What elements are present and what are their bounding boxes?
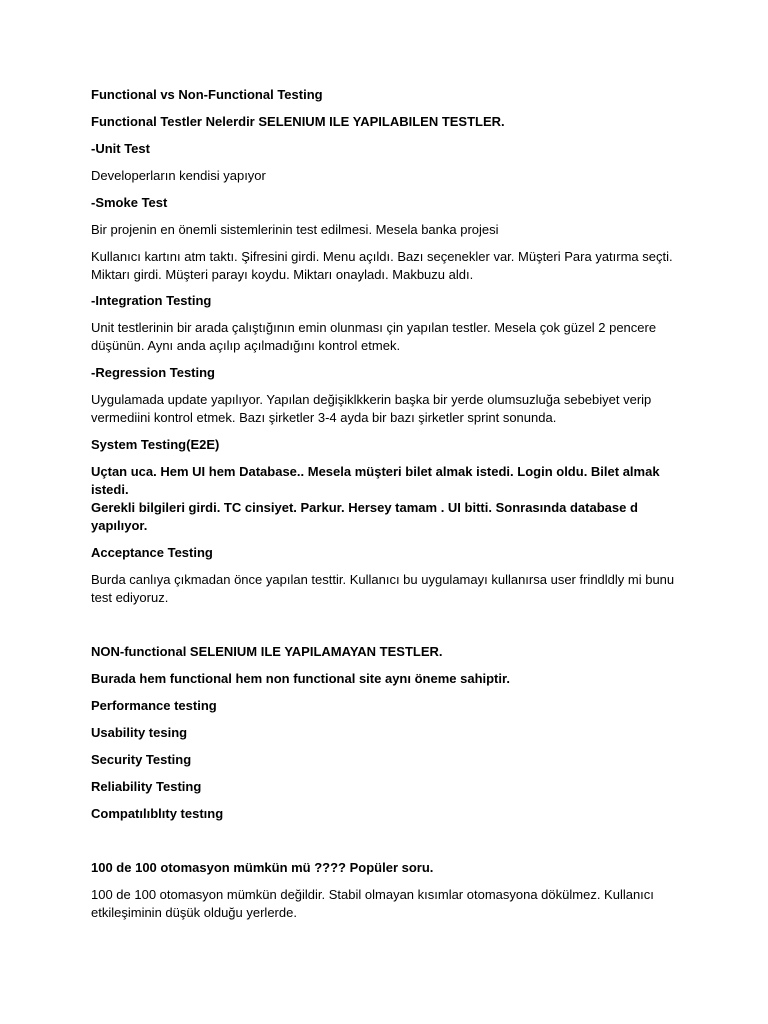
smoke-test-example-line-1: Kullanıcı kartını atm taktı. Şifresini girdi. Menu açıldı. Bazı seçenekler var. Müşteri Para yatırma seçti.	[91, 249, 673, 264]
regression-testing-heading: -Regression Testing	[91, 365, 216, 380]
nonfunctional-text: Burada hem functional hem non functional site aynı öneme sahiptir.	[91, 671, 510, 686]
regression-testing-line-2: vermediini kontrol etmek. Bazı şirketler 3-4 ayda bir bazı şirketler sprint sonunda.	[91, 410, 557, 425]
system-testing-line-1: Uçtan uca. Hem UI hem Database.. Mesela müşteri bilet almak istedi. Login oldu. Bilet almak istedi.	[91, 464, 660, 497]
usability-testing-item: Usability tesing	[91, 725, 188, 740]
integration-testing-line-1: Unit testlerinin bir arada çalıştığının emin olunması çin yapılan testler. Mesela çok güzel 2 pencere	[91, 320, 657, 335]
unit-test-text: Developerların kendisi yapıyor	[91, 168, 266, 183]
automation-question: 100 de 100 otomasyon mümkün mü ???? Popüler soru.	[91, 860, 434, 875]
performance-testing-item: Performance testing	[91, 698, 217, 713]
acceptance-testing-heading: Acceptance Testing	[91, 545, 213, 560]
nonfunctional-section-header: NON-functional SELENIUM ILE YAPILAMAYAN TESTLER.	[91, 644, 443, 659]
system-testing-line-2: Gerekli bilgileri girdi. TC cinsiyet. Parkur. Hersey tamam . UI bitti. Sonrasında database d yapılıyor.	[91, 500, 638, 533]
document-body	[91, 86, 691, 922]
automation-answer-line-1: 100 de 100 otomasyon mümkün değildir. Stabil olmayan kısımlar otomasyona dökülmez. Kullanıcı	[91, 887, 654, 902]
unit-test-heading: -Unit Test	[91, 141, 150, 156]
functional-section-header: Functional Testler Nelerdir SELENIUM ILE YAPILABILEN TESTLER.	[91, 114, 505, 129]
integration-testing-heading: -Integration Testing	[91, 293, 212, 308]
acceptance-testing-line-2: test ediyoruz.	[91, 590, 169, 605]
automation-answer-line-2: etkileşiminin düşük olduğu yerlerde.	[91, 905, 297, 920]
integration-testing-line-2: düşünün. Aynı anda açılıp açılmadığını kontrol etmek.	[91, 338, 401, 353]
system-testing-heading: System Testing(E2E)	[91, 437, 220, 452]
regression-testing-line-1: Uygulamada update yapılıyor. Yapılan değişiklkkerin başka bir yerde olumsuzluğa sebebiyet verip	[91, 392, 652, 407]
document-title: Functional vs Non-Functional Testing	[91, 87, 323, 102]
compatibility-testing-item: Compatılıblıty testıng	[91, 806, 224, 821]
security-testing-item: Security Testing	[91, 752, 192, 767]
smoke-test-text: Bir projenin en önemli sistemlerinin test edilmesi. Mesela banka projesi	[91, 222, 499, 237]
smoke-test-example-line-2: Miktarı girdi. Müşteri parayı koydu. Miktarı onayladı. Makbuzu aldı.	[91, 267, 474, 282]
smoke-test-heading: -Smoke Test	[91, 195, 168, 210]
reliability-testing-item: Reliability Testing	[91, 779, 202, 794]
acceptance-testing-line-1: Burda canlıya çıkmadan önce yapılan testtir. Kullanıcı bu uygulamayı kullanırsa user frindldly mi bunu	[91, 572, 675, 587]
